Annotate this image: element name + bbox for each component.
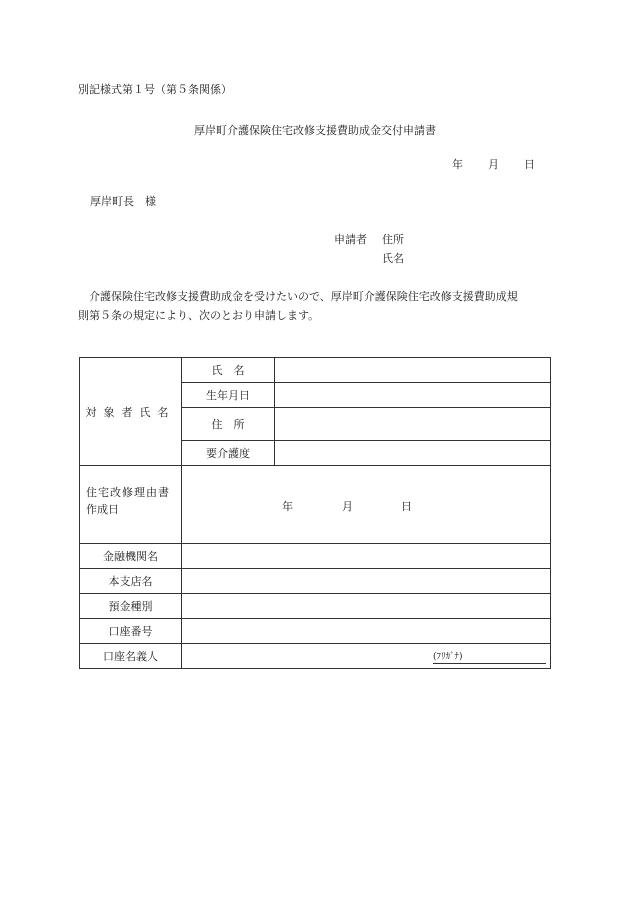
date-day-label: 日 <box>524 158 535 171</box>
reason-doc-day-label: 日 <box>401 500 412 513</box>
date-month-label: 月 <box>488 158 499 171</box>
bank-field[interactable] <box>182 544 551 569</box>
reason-doc-year-label: 年 <box>282 500 293 513</box>
reason-doc-label-line-1: 住宅改修理由書 <box>86 486 170 499</box>
statement-line-1: 介護保険住宅改修支援費助成金を受けたいので、厚岸町介護保険住宅改修支援費助成規 <box>89 290 518 303</box>
care-level-label: 要介護度 <box>182 441 275 466</box>
birthdate-label: 生年月日 <box>182 383 275 408</box>
applicant-address-label: 住所 <box>382 233 404 246</box>
address-field[interactable] <box>275 408 551 441</box>
reason-doc-month-label: 月 <box>342 500 353 513</box>
date-year-label: 年 <box>452 158 463 171</box>
branch-label: 本支店名 <box>80 569 182 594</box>
addressee: 厚岸町長 様 <box>90 195 156 208</box>
application-table <box>79 357 551 669</box>
care-level-field[interactable] <box>275 441 551 466</box>
account-number-label: 口座番号 <box>80 619 182 644</box>
applicant-name-label: 氏名 <box>382 252 404 265</box>
reason-doc-date-field[interactable] <box>182 466 551 544</box>
branch-field[interactable] <box>182 569 551 594</box>
reason-doc-label-line-2: 作成日 <box>86 503 119 516</box>
address-label: 住 所 <box>182 408 275 441</box>
name-field[interactable] <box>275 358 551 383</box>
application-statement <box>78 287 556 325</box>
furigana-label: (ﾌﾘｶﾞﾅ) <box>433 649 546 664</box>
birthdate-field[interactable] <box>275 383 551 408</box>
name-label: 氏 名 <box>182 358 275 383</box>
reason-doc-date-label <box>80 466 182 544</box>
applicant-label: 申請者 <box>334 233 367 246</box>
statement-line-2: 則第５条の規定により、次のとおり申請します。 <box>78 309 320 322</box>
deposit-type-field[interactable] <box>182 594 551 619</box>
bank-label: 金融機関名 <box>80 544 182 569</box>
form-title: 厚岸町介護保険住宅改修支援費助成金交付申請書 <box>194 124 436 137</box>
deposit-type-label: 預金種別 <box>80 594 182 619</box>
target-person-label: 対象者氏名 <box>80 358 182 466</box>
account-holder-label: 口座名義人 <box>80 644 182 669</box>
account-number-field[interactable] <box>182 619 551 644</box>
form-number: 別記様式第１号（第５条関係） <box>78 83 232 96</box>
